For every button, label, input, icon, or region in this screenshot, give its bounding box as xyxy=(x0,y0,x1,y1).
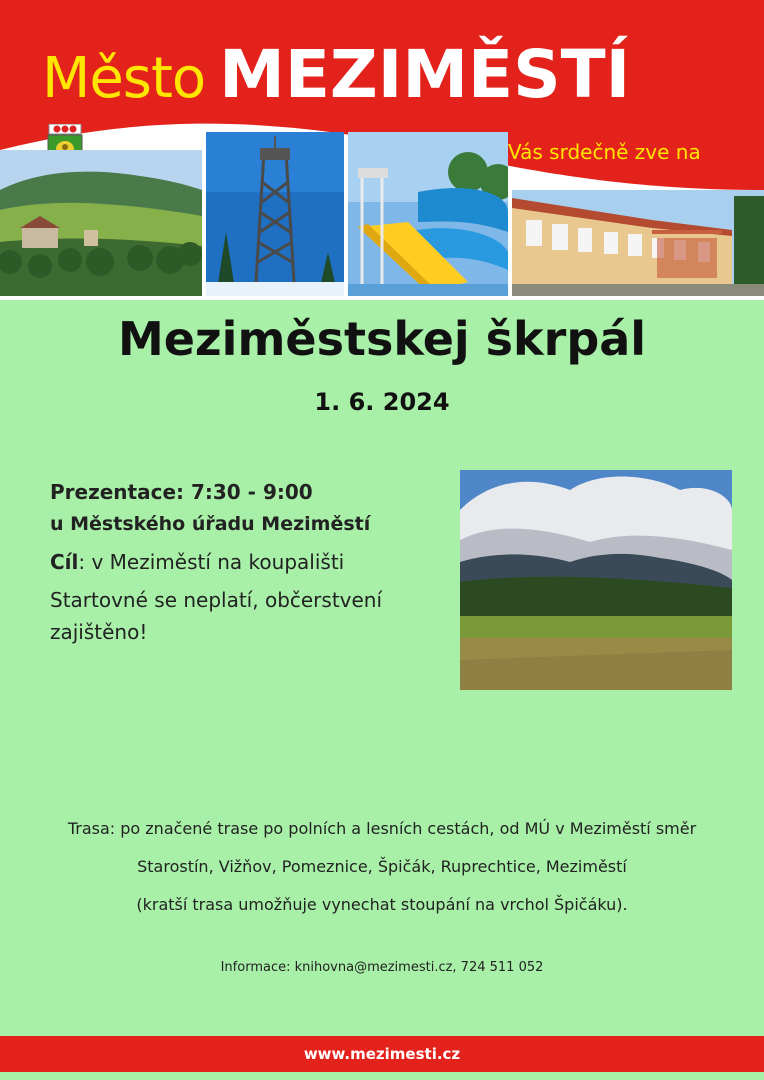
photo-water-slide xyxy=(348,132,508,296)
event-date: 1. 6. 2024 xyxy=(314,388,450,416)
route-description xyxy=(0,810,764,924)
finish-line xyxy=(50,546,450,578)
town-title-name: MEZIMĚSTÍ xyxy=(219,36,631,113)
website-link[interactable]: www.mezimesti.cz xyxy=(303,1045,461,1063)
photo-village-landscape xyxy=(0,150,202,296)
photo-meadow-landscape xyxy=(460,470,732,690)
route-line-2: Starostín, Vižňov, Pomeznice, Špičák, Ruprechtice, Meziměstí xyxy=(137,857,627,876)
finish-text: : v Meziměstí na koupališti xyxy=(78,550,345,574)
photo-lookout-tower xyxy=(206,132,344,296)
town-title-prefix: Město xyxy=(42,46,206,111)
footer-bar xyxy=(0,1036,764,1072)
registration-place: u Městského úřadu Meziměstí xyxy=(50,513,371,535)
registration-time: Prezentace: 7:30 - 9:00 xyxy=(50,480,313,504)
event-info xyxy=(50,476,450,648)
finish-label: Cíl xyxy=(50,550,79,574)
town-title xyxy=(42,36,630,113)
contact-info: Informace: knihovna@mezimesti.cz, 724 511 052 xyxy=(220,960,544,975)
fee-note: Startovné se neplatí, občerstvení zajištěno! xyxy=(50,588,383,644)
event-title: Meziměstskej škrpál xyxy=(117,312,647,366)
route-line-1: Trasa: po značené trase po polních a lesních cestách, od MÚ v Meziměstí směr xyxy=(67,819,697,838)
route-line-3: (kratší trasa umožňuje vynechat stoupání na vrchol Špičáku). xyxy=(136,895,628,914)
invite-text: Vás srdečně zve na xyxy=(508,140,701,164)
photo-historic-building xyxy=(512,190,764,296)
header-banner xyxy=(0,0,764,300)
